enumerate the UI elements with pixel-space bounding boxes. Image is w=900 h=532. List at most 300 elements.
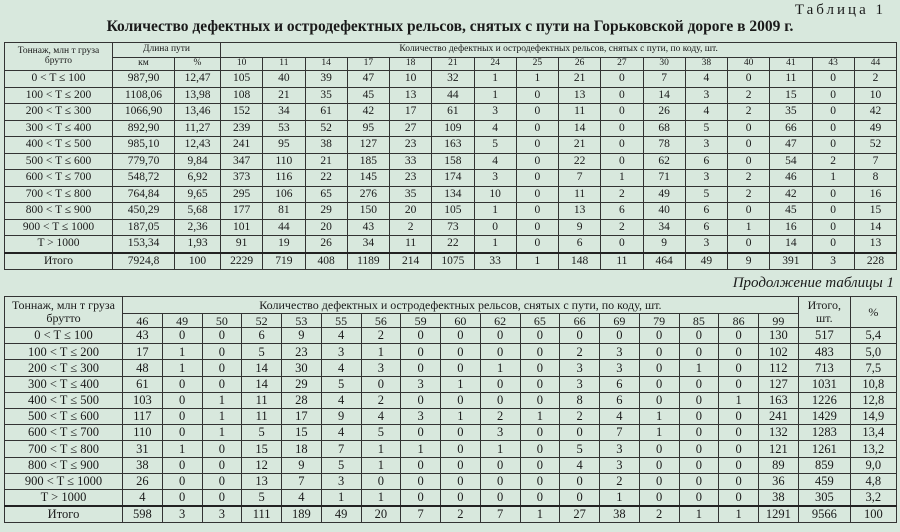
table-cell: 45 — [347, 87, 389, 104]
table-cell: 1 — [321, 489, 361, 506]
table-cell: 3 — [321, 344, 361, 360]
table-row — [5, 236, 897, 253]
table-cell: 0 — [520, 328, 560, 344]
table-cell: 73 — [432, 219, 474, 236]
table-cell: 3 — [685, 87, 727, 104]
code-header: 52 — [242, 314, 282, 328]
table-row — [5, 186, 897, 203]
tonnage-header: Тоннаж, млн т груза брутто — [5, 297, 123, 328]
table-cell: 11 — [559, 104, 601, 121]
tonnage-range: 100 < T ≤ 200 — [5, 344, 123, 360]
table-cell: 0 — [679, 473, 719, 489]
code-header: 14 — [305, 58, 347, 71]
table-cell: 66 — [770, 120, 812, 137]
table-cell: 29 — [282, 376, 322, 392]
table-cell: 0 — [480, 489, 520, 506]
table-cell: 38 — [123, 457, 163, 473]
table-cell: 5 — [321, 457, 361, 473]
table-cell: 6,92 — [175, 170, 221, 187]
table-cell: 0 — [728, 71, 770, 88]
total-cell: 1 — [719, 506, 759, 523]
table-cell: 0 — [162, 457, 202, 473]
table-cell: 39 — [305, 71, 347, 88]
table-cell: 5 — [242, 344, 282, 360]
table-cell: 0 — [516, 87, 558, 104]
table-cell: 8 — [854, 170, 896, 187]
table-cell: 117 — [123, 408, 163, 424]
table-cell: 10 — [390, 71, 432, 88]
table-cell: 110 — [123, 425, 163, 441]
table-row — [5, 360, 897, 376]
table-cell: 0 — [679, 392, 719, 408]
table-cell: 43 — [123, 328, 163, 344]
table-cell: 0 — [639, 392, 679, 408]
table-cell: 187,05 — [113, 219, 175, 236]
total-cell: 38 — [600, 506, 640, 523]
table-cell: 5,4 — [850, 328, 896, 344]
table-cell: 17 — [390, 104, 432, 121]
table-cell: 450,29 — [113, 203, 175, 220]
table-cell: 4 — [321, 360, 361, 376]
table-cell: 1226 — [798, 392, 850, 408]
table-cell: 0 — [361, 376, 401, 392]
total-cell: 1 — [516, 253, 558, 270]
table-cell: 1,93 — [175, 236, 221, 253]
table-cell: 16 — [854, 186, 896, 203]
table-cell: 0 — [639, 344, 679, 360]
table-cell: 78 — [643, 137, 685, 154]
table-cell: 185 — [347, 153, 389, 170]
tonnage-range: 300 < T ≤ 400 — [5, 376, 123, 392]
table-cell: 0 — [719, 441, 759, 457]
table-row — [5, 441, 897, 457]
table-cell: 152 — [221, 104, 263, 121]
table-cell: 0 — [679, 489, 719, 506]
table-cell: 373 — [221, 170, 263, 187]
table-cell: 12,43 — [175, 137, 221, 154]
table-cell: 153,34 — [113, 236, 175, 253]
table-cell: 0 — [560, 425, 600, 441]
table-cell: 108 — [221, 87, 263, 104]
table-cell: 1 — [601, 170, 643, 187]
table-cell: 9 — [282, 457, 322, 473]
table-row — [5, 137, 897, 154]
table-cell: 6 — [685, 219, 727, 236]
table-cell: 45 — [770, 203, 812, 220]
table-cell: 5 — [242, 489, 282, 506]
table-cell: 13 — [854, 236, 896, 253]
total-cell: 148 — [559, 253, 601, 270]
total-cell: 1 — [520, 506, 560, 523]
table-cell: 6 — [600, 376, 640, 392]
table-cell: 13 — [559, 203, 601, 220]
table-row — [5, 153, 897, 170]
table-cell: 1 — [639, 425, 679, 441]
table-cell: 14 — [242, 360, 282, 376]
table-cell: 0 — [202, 441, 242, 457]
table-cell: 61 — [305, 104, 347, 121]
total-cell: 33 — [474, 253, 516, 270]
table-cell: 1 — [520, 408, 560, 424]
table-cell: 4 — [123, 489, 163, 506]
table-cell: 14 — [770, 236, 812, 253]
table-cell: 3 — [685, 137, 727, 154]
table-row — [5, 489, 897, 506]
table-cell: 20 — [305, 219, 347, 236]
table-cell: 42 — [347, 104, 389, 121]
table-cell: 11 — [242, 392, 282, 408]
table-cell: 1 — [202, 392, 242, 408]
page-title: Количество дефектных и остродефектных рельсов, снятых с пути на Горьковской дороге в 2009 г. — [106, 18, 794, 35]
table-cell: 7 — [600, 425, 640, 441]
table-cell: 0 — [679, 344, 719, 360]
table-cell: 47 — [770, 137, 812, 154]
code-header: 26 — [559, 58, 601, 71]
table-cell: 47 — [347, 71, 389, 88]
table-row — [5, 344, 897, 360]
table-row — [5, 203, 897, 220]
tonnage-range: 800 < T ≤ 900 — [5, 203, 113, 220]
table-cell: 15 — [282, 425, 322, 441]
table-cell: 0 — [202, 489, 242, 506]
table-cell: 295 — [221, 186, 263, 203]
table-cell: 34 — [263, 104, 305, 121]
table-cell: 3 — [474, 104, 516, 121]
table-cell: 4,8 — [850, 473, 896, 489]
table-cell: 38 — [305, 137, 347, 154]
table-cell: 0 — [162, 408, 202, 424]
table-cell: 459 — [798, 473, 850, 489]
table-cell: 61 — [432, 104, 474, 121]
total-cell: 49 — [685, 253, 727, 270]
table-cell: 4 — [321, 392, 361, 408]
table-cell: 0 — [441, 344, 481, 360]
tonnage-range: 700 < T ≤ 800 — [5, 186, 113, 203]
table-cell: 15 — [770, 87, 812, 104]
tonnage-range: 500 < T ≤ 600 — [5, 408, 123, 424]
code-header: 50 — [202, 314, 242, 328]
tonnage-range: 400 < T ≤ 500 — [5, 137, 113, 154]
table-cell: 1 — [162, 344, 202, 360]
table-cell: 3 — [685, 170, 727, 187]
table-cell: 7 — [282, 473, 322, 489]
table-cell: 0 — [516, 219, 558, 236]
code-header: 21 — [432, 58, 474, 71]
defective-rails-table-part2 — [4, 296, 897, 523]
code-header: 41 — [770, 58, 812, 71]
table-cell: 0 — [162, 489, 202, 506]
table-cell: 11,27 — [175, 120, 221, 137]
table-cell: 0 — [679, 408, 719, 424]
table-cell: 4 — [560, 457, 600, 473]
table-cell: 21 — [263, 87, 305, 104]
code-header-row — [5, 58, 897, 71]
table-cell: 1 — [480, 360, 520, 376]
table-cell: 11 — [559, 186, 601, 203]
tonnage-range: 600 < T ≤ 700 — [5, 425, 123, 441]
tonnage-range: 300 < T ≤ 400 — [5, 120, 113, 137]
table-cell: 14 — [559, 120, 601, 137]
table-cell: 13 — [390, 87, 432, 104]
table-row — [5, 87, 897, 104]
table-cell: 38 — [759, 489, 799, 506]
table-cell: 12,8 — [850, 392, 896, 408]
table-cell: 5 — [242, 425, 282, 441]
table-cell: 91 — [221, 236, 263, 253]
table-cell: 764,84 — [113, 186, 175, 203]
table-cell: 0 — [441, 360, 481, 376]
table-cell: 158 — [432, 153, 474, 170]
table-cell: 105 — [432, 203, 474, 220]
table-cell: 0 — [812, 203, 854, 220]
table-cell: 0 — [202, 376, 242, 392]
tonnage-header: Тоннаж, млн т груза брутто — [5, 43, 113, 71]
continuation-label: Продолжение таблицы 1 — [732, 275, 894, 291]
table-cell: 6 — [600, 392, 640, 408]
table-cell: 0 — [812, 104, 854, 121]
table-cell: 1 — [162, 360, 202, 376]
table-cell: 3 — [600, 457, 640, 473]
tonnage-range: 800 < T ≤ 900 — [5, 457, 123, 473]
table-cell: 0 — [441, 328, 481, 344]
code-header: 60 — [441, 314, 481, 328]
table-cell: 0 — [719, 425, 759, 441]
table-row — [5, 408, 897, 424]
table-cell: 13,98 — [175, 87, 221, 104]
table-cell: 0 — [516, 186, 558, 203]
table-cell: 16 — [770, 219, 812, 236]
code-header: 56 — [361, 314, 401, 328]
table-cell: 40 — [263, 71, 305, 88]
code-header: 25 — [516, 58, 558, 71]
total-cell: 1 — [679, 506, 719, 523]
table-cell: 0 — [679, 376, 719, 392]
table-cell: 1 — [401, 441, 441, 457]
table-cell: 0 — [812, 186, 854, 203]
table-cell: 11 — [770, 71, 812, 88]
table-cell: 0 — [719, 489, 759, 506]
table-cell: 21 — [559, 71, 601, 88]
table-cell: 2 — [390, 219, 432, 236]
code-header: 69 — [600, 314, 640, 328]
tonnage-range: 700 < T ≤ 800 — [5, 441, 123, 457]
table-cell: 34 — [347, 236, 389, 253]
total-label: Итого — [5, 253, 113, 270]
table-cell: 32 — [432, 71, 474, 88]
table-cell: 0 — [401, 457, 441, 473]
total-cell: 2229 — [221, 253, 263, 270]
table-cell: 13,4 — [850, 425, 896, 441]
table-cell: 241 — [221, 137, 263, 154]
table-cell: 15 — [854, 203, 896, 220]
table-cell: 0 — [812, 236, 854, 253]
table-cell: 0 — [480, 473, 520, 489]
table-cell: 48 — [123, 360, 163, 376]
table-cell: 0 — [441, 473, 481, 489]
table-cell: 0 — [639, 360, 679, 376]
tonnage-range: 100 < T ≤ 200 — [5, 87, 113, 104]
table-cell: 11 — [390, 236, 432, 253]
table-cell: 239 — [221, 120, 263, 137]
table-cell: 0 — [812, 137, 854, 154]
table-cell: 0 — [679, 441, 719, 457]
table-cell: 5,0 — [850, 344, 896, 360]
table-cell: 0 — [719, 376, 759, 392]
table-cell: 132 — [759, 425, 799, 441]
total-cell: 1189 — [347, 253, 389, 270]
total-row — [5, 506, 897, 523]
table-cell: 2 — [361, 392, 401, 408]
table-cell: 0 — [639, 457, 679, 473]
table-cell: 0 — [639, 376, 679, 392]
table-cell: 2 — [601, 219, 643, 236]
table-cell: 4 — [321, 328, 361, 344]
table-cell: 54 — [770, 153, 812, 170]
table-cell: 0 — [520, 376, 560, 392]
table-cell: 1 — [474, 87, 516, 104]
code-header: 43 — [812, 58, 854, 71]
table-cell: 46 — [770, 170, 812, 187]
table-cell: 4 — [474, 120, 516, 137]
table-cell: 987,90 — [113, 71, 175, 88]
table-cell: 241 — [759, 408, 799, 424]
table-cell: 22 — [559, 153, 601, 170]
table-cell: 33 — [390, 153, 432, 170]
table-cell: 3 — [401, 376, 441, 392]
table-cell: 1108,06 — [113, 87, 175, 104]
table-cell: 0 — [516, 120, 558, 137]
table-cell: 0 — [639, 441, 679, 457]
tonnage-range: 0 < T ≤ 100 — [5, 71, 113, 88]
table-cell: 483 — [798, 344, 850, 360]
table-cell: 0 — [601, 236, 643, 253]
table-cell: 0 — [719, 344, 759, 360]
table-cell: 2,36 — [175, 219, 221, 236]
code-header: 99 — [759, 314, 799, 328]
table-cell: 1 — [474, 71, 516, 88]
table-cell: 5 — [685, 186, 727, 203]
table-cell: 89 — [759, 457, 799, 473]
table-cell: 713 — [798, 360, 850, 376]
rail-count-header: Количество дефектных и остродефектных рельсов, снятых с пути, по коду, шт. — [123, 297, 799, 314]
table-cell: 134 — [432, 186, 474, 203]
table-cell: 1 — [812, 170, 854, 187]
table-cell: 9 — [643, 236, 685, 253]
table-cell: 1429 — [798, 408, 850, 424]
table-row — [5, 328, 897, 344]
table-cell: 0 — [474, 219, 516, 236]
table-cell: 0 — [812, 219, 854, 236]
table-cell: 0 — [520, 441, 560, 457]
table-cell: 27 — [390, 120, 432, 137]
table-cell: 0 — [728, 203, 770, 220]
code-header: 85 — [679, 314, 719, 328]
table-cell: 49 — [854, 120, 896, 137]
code-header: 55 — [321, 314, 361, 328]
table-cell: 109 — [432, 120, 474, 137]
code-header-row — [5, 314, 897, 328]
table-cell: 2 — [480, 408, 520, 424]
code-header: 79 — [639, 314, 679, 328]
table-cell: 35 — [390, 186, 432, 203]
table-cell: 1 — [516, 71, 558, 88]
table-cell: 30 — [282, 360, 322, 376]
code-header: 10 — [221, 58, 263, 71]
table-cell: 61 — [123, 376, 163, 392]
table-cell: 0 — [719, 408, 759, 424]
table-cell: 121 — [759, 441, 799, 457]
total-cell: 719 — [263, 253, 305, 270]
table-cell: 10 — [474, 186, 516, 203]
table-cell: 0 — [601, 137, 643, 154]
table-row — [5, 376, 897, 392]
table-cell: 1 — [441, 376, 481, 392]
total-cell: 100 — [850, 506, 896, 523]
table-cell: 2 — [728, 186, 770, 203]
table-cell: 26 — [305, 236, 347, 253]
total-cell: 1075 — [432, 253, 474, 270]
table-cell: 13,46 — [175, 104, 221, 121]
tonnage-range: 200 < T ≤ 300 — [5, 360, 123, 376]
total-cell: 20 — [361, 506, 401, 523]
table-cell: 52 — [854, 137, 896, 154]
total-cell: 111 — [242, 506, 282, 523]
table-cell: 14,9 — [850, 408, 896, 424]
table-cell: 0 — [202, 473, 242, 489]
table-cell: 29 — [305, 203, 347, 220]
table-cell: 9,65 — [175, 186, 221, 203]
table-cell: 9 — [559, 219, 601, 236]
total-cell: 3 — [812, 253, 854, 270]
table-cell: 177 — [221, 203, 263, 220]
table-cell: 10 — [854, 87, 896, 104]
table-cell: 23 — [390, 170, 432, 187]
table-cell: 26 — [123, 473, 163, 489]
tonnage-range: T > 1000 — [5, 489, 123, 506]
table-cell: 0 — [480, 376, 520, 392]
table-cell: 145 — [347, 170, 389, 187]
table-cell: 0 — [202, 344, 242, 360]
table-cell: 31 — [123, 441, 163, 457]
table-cell: 0 — [480, 344, 520, 360]
total-cell: 214 — [390, 253, 432, 270]
table-cell: 0 — [480, 457, 520, 473]
table-cell: 3 — [600, 441, 640, 457]
total-cell: 7924,8 — [113, 253, 175, 270]
table-row — [5, 457, 897, 473]
table-cell: 44 — [432, 87, 474, 104]
table-cell: 0 — [516, 236, 558, 253]
table-cell: 6 — [601, 203, 643, 220]
table-cell: 81 — [263, 203, 305, 220]
table-cell: 5 — [474, 137, 516, 154]
code-header: 38 — [685, 58, 727, 71]
code-header: 24 — [474, 58, 516, 71]
tonnage-range: 200 < T ≤ 300 — [5, 104, 113, 121]
table-cell: 0 — [441, 441, 481, 457]
table-cell: 0 — [401, 473, 441, 489]
table-cell: 0 — [601, 104, 643, 121]
table-cell: 0 — [601, 120, 643, 137]
table-cell: 5 — [321, 376, 361, 392]
table-cell: 9,0 — [850, 457, 896, 473]
table-cell: 6 — [685, 153, 727, 170]
table-cell: 0 — [480, 328, 520, 344]
table-cell: 101 — [221, 219, 263, 236]
table-cell: 2 — [728, 104, 770, 121]
code-header: 46 — [123, 314, 163, 328]
table-cell: 4 — [282, 489, 322, 506]
